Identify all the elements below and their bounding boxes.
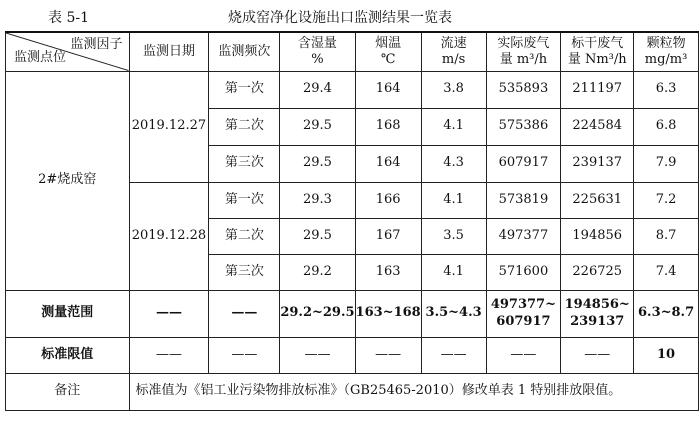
limit-dry-gas: —— (561, 337, 634, 373)
limit-moisture: —— (280, 337, 355, 373)
header-frequency: 监测频次 (209, 32, 280, 71)
particulate-cell: 7.2 (634, 182, 699, 218)
header-actual-gas: 实际废气 量 m³/h (486, 32, 561, 71)
velocity-cell: 4.3 (421, 145, 486, 182)
header-date: 监测日期 (129, 32, 209, 71)
note-row (6, 373, 699, 410)
dry-gas-cell: 194856 (561, 218, 634, 254)
particulate-cell: 6.3 (634, 71, 699, 108)
moisture-cell: 29.3 (280, 182, 355, 218)
actual-gas-cell: 535893 (486, 71, 561, 108)
actual-gas-cell: 607917 (486, 145, 561, 182)
frequency-cell: 第一次 (209, 182, 280, 218)
velocity-cell: 4.1 (421, 254, 486, 290)
actual-gas-cell: 575386 (486, 108, 561, 145)
velocity-cell: 4.1 (421, 182, 486, 218)
particulate-cell: 7.4 (634, 254, 699, 290)
table-title: 烧成窑净化设施出口监测结果一览表 (228, 10, 452, 26)
note-text: 标准值为《铝工业污染物排放标准》（GB25465-2010）修改单表 1 特别排放限值。 (129, 373, 699, 410)
limit-label: 标准限值 (6, 337, 130, 373)
temperature-cell: 166 (355, 182, 421, 218)
temperature-cell: 168 (355, 108, 421, 145)
frequency-cell: 第二次 (209, 218, 280, 254)
limit-date: —— (129, 337, 209, 373)
temperature-cell: 164 (355, 71, 421, 108)
range-dry-gas: 194856~ 239137 (561, 290, 634, 337)
range-velocity: 3.5~4.3 (421, 290, 486, 337)
limit-velocity: —— (421, 337, 486, 373)
actual-gas-cell: 571600 (486, 254, 561, 290)
header-moisture: 含湿量 % (280, 32, 355, 71)
frequency-cell: 第二次 (209, 108, 280, 145)
particulate-cell: 7.9 (634, 145, 699, 182)
table-row (6, 71, 699, 108)
limit-row (6, 337, 699, 373)
moisture-cell: 29.2 (280, 254, 355, 290)
header-velocity: 流速 m/s (421, 32, 486, 71)
moisture-cell: 29.5 (280, 108, 355, 145)
dry-gas-cell: 211197 (561, 71, 634, 108)
limit-frequency: —— (209, 337, 280, 373)
limit-particulate: 10 (634, 337, 699, 373)
header-dry-gas: 标干废气 量 Nm³/h (561, 32, 634, 71)
table-number: 表 5-1 (48, 10, 89, 26)
range-actual-gas: 497377~ 607917 (486, 290, 561, 337)
header-temperature: 烟温 ℃ (355, 32, 421, 71)
velocity-cell: 3.5 (421, 218, 486, 254)
temperature-cell: 167 (355, 218, 421, 254)
range-row (6, 290, 699, 337)
particulate-cell: 8.7 (634, 218, 699, 254)
range-label: 测量范围 (6, 290, 130, 337)
actual-gas-cell: 497377 (486, 218, 561, 254)
date-cell: 2019.12.27 (129, 71, 209, 182)
limit-temperature: —— (355, 337, 421, 373)
dry-gas-cell: 224584 (561, 108, 634, 145)
range-temperature: 163~168 (355, 290, 421, 337)
header-particulate: 颗粒物 mg/m³ (634, 32, 699, 71)
temperature-cell: 164 (355, 145, 421, 182)
header-row (6, 32, 699, 71)
header-point-label: 监测点位 (14, 50, 67, 66)
frequency-cell: 第三次 (209, 254, 280, 290)
monitoring-results-table (5, 31, 699, 411)
dry-gas-cell: 226725 (561, 254, 634, 290)
range-frequency: —— (209, 290, 280, 337)
range-date: —— (129, 290, 209, 337)
header-factor-label: 监测因子 (70, 37, 123, 52)
dry-gas-cell: 239137 (561, 145, 634, 182)
range-moisture: 29.2~29.5 (280, 290, 355, 337)
corner-header-cell (6, 32, 130, 71)
velocity-cell: 4.1 (421, 108, 486, 145)
particulate-cell: 6.8 (634, 108, 699, 145)
temperature-cell: 163 (355, 254, 421, 290)
velocity-cell: 3.8 (421, 71, 486, 108)
actual-gas-cell: 573819 (486, 182, 561, 218)
moisture-cell: 29.4 (280, 71, 355, 108)
limit-actual-gas: —— (486, 337, 561, 373)
moisture-cell: 29.5 (280, 218, 355, 254)
frequency-cell: 第一次 (209, 71, 280, 108)
range-particulate: 6.3~8.7 (634, 290, 699, 337)
frequency-cell: 第三次 (209, 145, 280, 182)
dry-gas-cell: 225631 (561, 182, 634, 218)
note-label: 备注 (6, 373, 130, 410)
date-cell: 2019.12.28 (129, 182, 209, 290)
moisture-cell: 29.5 (280, 145, 355, 182)
monitoring-point-cell: 2#烧成窑 (6, 71, 130, 290)
